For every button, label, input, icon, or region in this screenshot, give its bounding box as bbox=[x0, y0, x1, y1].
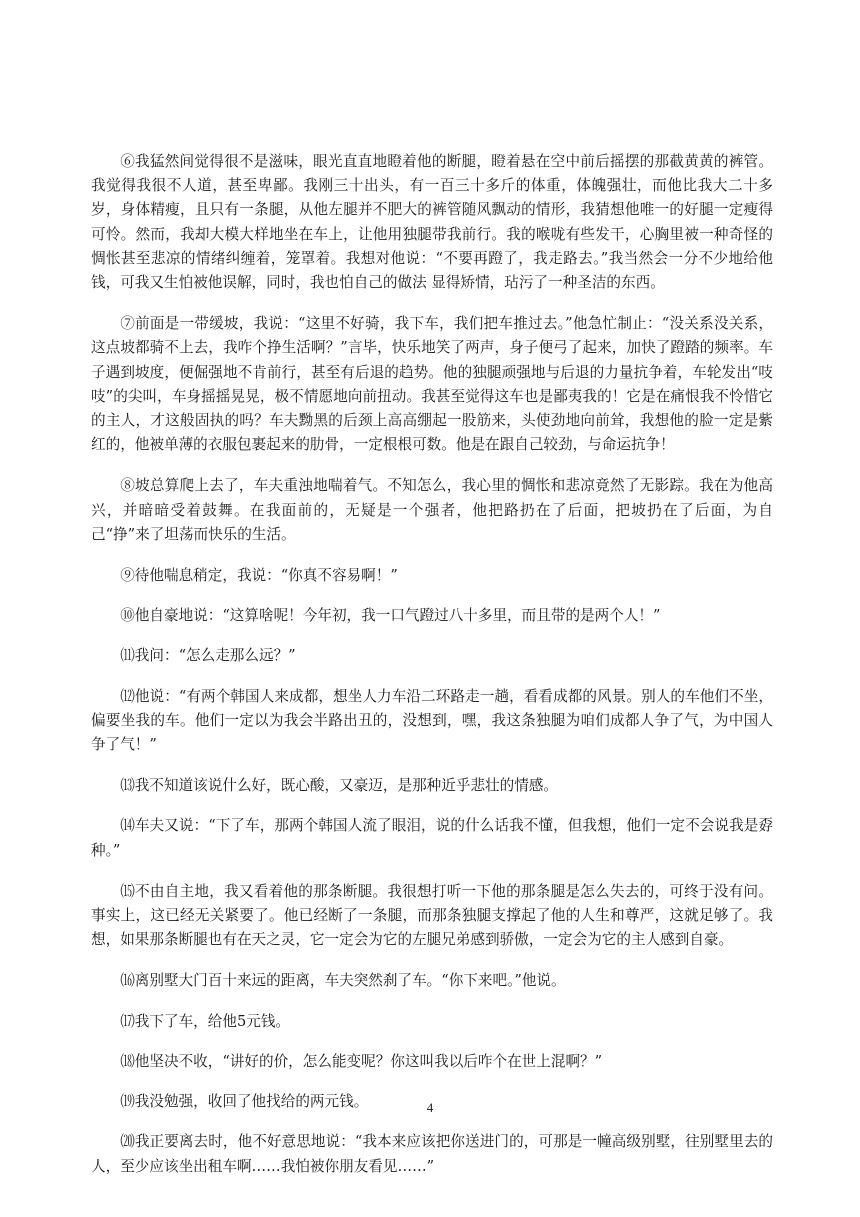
paragraph-7: ⑦前面是一带缓坡，我说：“这里不好骑，我下车，我们把车推过去。”他急忙制止：“没关系没关系，这点坡都骑不上去，我咋个挣生活啊？”言毕，快乐地笑了两声，身子便弓了起来，加快了蹬踏的频率。车子遇到坡度，便倔强地不肯前行，甚至有后退的趋势。他的独腿顽强地与后退的力量抗争着，车轮发出“吱吱”的尖叫，车身摇摇晃晃，极不情愿地向前扭动。我甚至觉得这车也是鄙夷我的！它是在痛恨我不怜惜它的主人，才这般固执的吗？车夫黝黑的后颈上高高绷起一股筋来，头使劲地向前耸，我想他的脸一定是紫红的，他被单薄的衣服包裹起来的肋骨，一定根根可数。他是在跟自己较劲，与命运抗争！ bbox=[91, 315, 773, 454]
paragraph-6: ⑥我猛然间觉得很不是滋味，眼光直直地瞪着他的断腿，瞪着悬在空中前后摇摆的那截黄黄的裤管。我觉得我很不人道，甚至卑鄙。我刚三十出头，有一百三十多斤的体重，体魄强壮，而他比我大二十多岁，身体精瘦，且只有一条腿，从他左腿并不肥大的裤管随风飘动的情形，我猜想他唯一的好腿一定瘦得可怜。然而，我却大模大样地坐在车上，让他用独腿带我前行。我的喉咙有些发干，心胸里被一种奇怪的惆怅甚至悲凉的情绪纠缠着，笼罩着。我想对他说：“不要再蹬了，我走路去。”我当然会一分不少地给他钱，可我又生怕被他误解，同时，我也怕自己的做法 显得矫情，玷污了一种圣洁的东西。 bbox=[91, 153, 773, 292]
paragraph-9: ⑨待他喘息稍定，我说：“你真不容易啊！” bbox=[120, 567, 398, 585]
paragraph-12: ⑿他说：“有两个韩国人来成都，想坐人力车沿二环路走一趟，看看成都的风景。别人的车他们不坐，偏要坐我的车。他们一定以为我会半路出丑的，没想到，嘿，我这条独腿为咱们成都人争了气，为中国人争了气！” bbox=[91, 687, 773, 754]
paragraph-15: ⒂不由自主地，我又看着他的那条断腿。我很想打听一下他的那条腿是怎么失去的，可终于没有问。事实上，这已经无关紧要了。他已经断了一条腿，而那条独腿支撑起了他的人生和尊严，这就足够了。我想，如果那条断腿也有在天之灵，它一定会为它的左腿兄弟感到骄傲，一定会为它的主人感到自豪。 bbox=[91, 882, 773, 949]
paragraph-14: ⒁车夫又说：“下了车，那两个韩国人流了眼泪，说的什么话我不懂，但我想，他们一定不会说我是孬种。” bbox=[91, 817, 773, 859]
paragraph-11: ⑾我问：“怎么走那么远？” bbox=[120, 647, 296, 665]
paragraph-20: ⒇我正要离去时，他不好意思地说：“我本来应该把你送进门的，可那是一幢高级别墅，往别墅里去的人，至少应该坐出租车啊……我怕被你朋友看见……” bbox=[91, 1133, 773, 1175]
document-body bbox=[91, 150, 773, 1196]
paragraph-10: ⑩他自豪地说：“这算啥呢！今年初，我一口气蹬过八十多里，而且带的是两个人！” bbox=[120, 607, 661, 625]
paragraph-18: ⒅他坚决不收，“讲好的价，怎么能变呢？你这叫我以后咋个在世上混啊？” bbox=[120, 1052, 603, 1070]
paragraph-16: ⒃离别墅大门百十来远的距离，车夫突然刹了车。“你下来吧。”他说。 bbox=[120, 972, 566, 990]
paragraph-8: ⑧坡总算爬上去了，车夫重浊地喘着气。不知怎么，我心里的惆怅和悲凉竟然了无影踪。我在为他高兴，并暗暗受着鼓舞。在我面前的，无疑是一个强者，他把路扔在了后面，把坡扔在了后面，为自己“挣”来了坦荡而快乐的生活。 bbox=[91, 477, 773, 543]
page-number: 4 bbox=[426, 1100, 434, 1115]
paragraph-17: ⒄我下了车，给他5元钱。 bbox=[120, 1012, 291, 1030]
paragraph-19: ⒆我没勉强，收回了他找给的两元钱。 bbox=[120, 1093, 369, 1111]
paragraph-13: ⒀我不知道该说什么好，既心酸，又豪迈，是那种近乎悲壮的情感。 bbox=[120, 777, 559, 795]
